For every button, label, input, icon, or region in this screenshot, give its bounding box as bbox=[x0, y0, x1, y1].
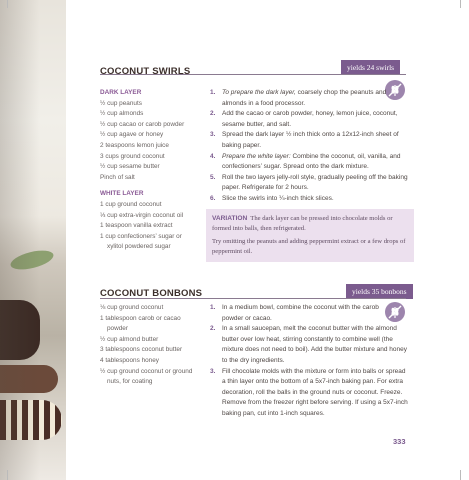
ingredient-list bbox=[100, 88, 205, 253]
ingredient: ½ cup peanuts bbox=[100, 99, 142, 107]
ingredient: ½ cup sesame butter bbox=[100, 163, 160, 171]
page-number: 333 bbox=[393, 437, 406, 446]
ingredient: 4 tablespoons honey bbox=[100, 356, 159, 364]
variation-text: The dark layer can be pressed into chocolate molds or formed into balls, then refrigerated. bbox=[212, 215, 393, 232]
step-lead: To prepare the dark layer, bbox=[222, 89, 296, 96]
crop-mark bbox=[7, 470, 8, 480]
ingredient: ½ cup cacao or carob powder bbox=[100, 120, 185, 128]
step-number: 3. bbox=[210, 367, 216, 375]
variation-text: Try omitting the peanuts and adding peppermint extract or a few drops of peppermint oil. bbox=[212, 238, 406, 255]
instruction-step bbox=[210, 303, 410, 324]
instruction-step bbox=[210, 367, 410, 420]
ingredient: xylitol powdered sugar bbox=[107, 243, 171, 251]
instruction-step bbox=[210, 109, 410, 130]
ingredient: 3 cups ground coconut bbox=[100, 152, 165, 160]
ingredient: 1 teaspoon vanilla extract bbox=[100, 222, 173, 230]
step-number: 5. bbox=[210, 173, 216, 181]
ingredient: ½ cup agave or honey bbox=[100, 131, 164, 139]
ingredient: 1 tablespoon carob or cacao bbox=[100, 314, 181, 322]
instruction-list bbox=[210, 303, 410, 420]
photo-shade bbox=[0, 0, 66, 480]
ingredient: Pinch of salt bbox=[100, 173, 135, 181]
step-number: 6. bbox=[210, 194, 216, 202]
ingredient: ⅛ cup ground coconut bbox=[100, 304, 164, 311]
ingredient: 3 tablespoons coconut butter bbox=[100, 346, 183, 354]
step-text: Spread the dark layer ½ inch thick onto a 12x12-inch sheet of baking paper. bbox=[222, 131, 399, 149]
step-number: 3. bbox=[210, 131, 216, 139]
step-text: Roll the two layers jelly-roll style, gradually peeling off the baking paper. Refrigerate for 2 hours. bbox=[222, 173, 408, 192]
instruction-step bbox=[210, 88, 410, 109]
step-number: 2. bbox=[210, 110, 216, 118]
ingredient-list bbox=[100, 303, 208, 388]
ingredient: powder bbox=[107, 325, 128, 333]
instruction-step bbox=[210, 173, 410, 194]
ingredient: ½ cup almonds bbox=[100, 110, 144, 118]
ingredient: 1 cup ground coconut bbox=[100, 200, 162, 208]
step-text: Combine the coconut, oil, vanilla, and confectioners’ sugar. Spread onto the dark mixture. bbox=[222, 152, 401, 171]
instruction-step bbox=[210, 194, 410, 205]
step-number: 1. bbox=[210, 89, 216, 96]
instruction-step bbox=[210, 324, 410, 366]
recipe-title: COCONUT BONBONS bbox=[100, 288, 203, 299]
variation-label: VARIATION bbox=[212, 215, 248, 222]
step-text: In a small saucepan, melt the coconut butter with the almond butter over low heat, stirring constantly to combine well (the mixture does not need to boil). Add the butter mixture and honey to the dry ingredients. bbox=[222, 325, 408, 364]
recipe-title: COCONUT SWIRLS bbox=[100, 66, 191, 77]
step-number: 4. bbox=[210, 152, 216, 160]
ingredient: ⅓ cup extra-virgin coconut oil bbox=[100, 211, 184, 219]
yields-badge: yields 24 swirls bbox=[341, 60, 400, 75]
step-text: In a medium bowl, combine the coconut with the carob powder or cacao. bbox=[222, 304, 379, 322]
crop-mark bbox=[460, 0, 461, 8]
ingredient: 2 teaspoons lemon juice bbox=[100, 141, 169, 149]
step-lead: Prepare the white layer: bbox=[222, 152, 291, 160]
step-number: 1. bbox=[210, 304, 216, 311]
crop-mark bbox=[7, 0, 8, 8]
ingredient: ½ cup almond butter bbox=[100, 335, 159, 343]
ingredient-group-heading: DARK LAYER bbox=[100, 89, 142, 96]
variation-box bbox=[206, 209, 414, 262]
instruction-step bbox=[210, 130, 410, 151]
ingredient: 1 cup confectioners’ sugar or bbox=[100, 232, 182, 240]
step-text: Slice the swirls into ¼-inch thick slices. bbox=[222, 194, 334, 202]
yields-badge: yields 35 bonbons bbox=[346, 284, 413, 299]
step-text: Fill chocolate molds with the mixture or form into balls or spread a thin layer onto the bottom of a 5x7-inch baking pan. For extra decoration, roll the balls in the ground nuts or coconut. Freeze. Remove from the freezer right before serving. If using a 5x7-inch baking pan, cut into 1-inch squares. bbox=[222, 367, 408, 417]
food-photo bbox=[0, 0, 66, 480]
step-number: 2. bbox=[210, 325, 216, 333]
instruction-list bbox=[210, 88, 410, 205]
ingredient: ½ cup ground coconut or ground bbox=[100, 367, 193, 375]
step-text: coarsely chop the peanuts and almonds in a food processor. bbox=[222, 89, 387, 107]
ingredient-group-heading: WHITE LAYER bbox=[100, 190, 144, 198]
crop-mark bbox=[460, 470, 461, 480]
step-text: Add the cacao or carob powder, honey, lemon juice, coconut, sesame butter, and salt. bbox=[222, 110, 398, 128]
ingredient: nuts, for coating bbox=[107, 378, 153, 386]
instruction-step bbox=[210, 152, 410, 173]
